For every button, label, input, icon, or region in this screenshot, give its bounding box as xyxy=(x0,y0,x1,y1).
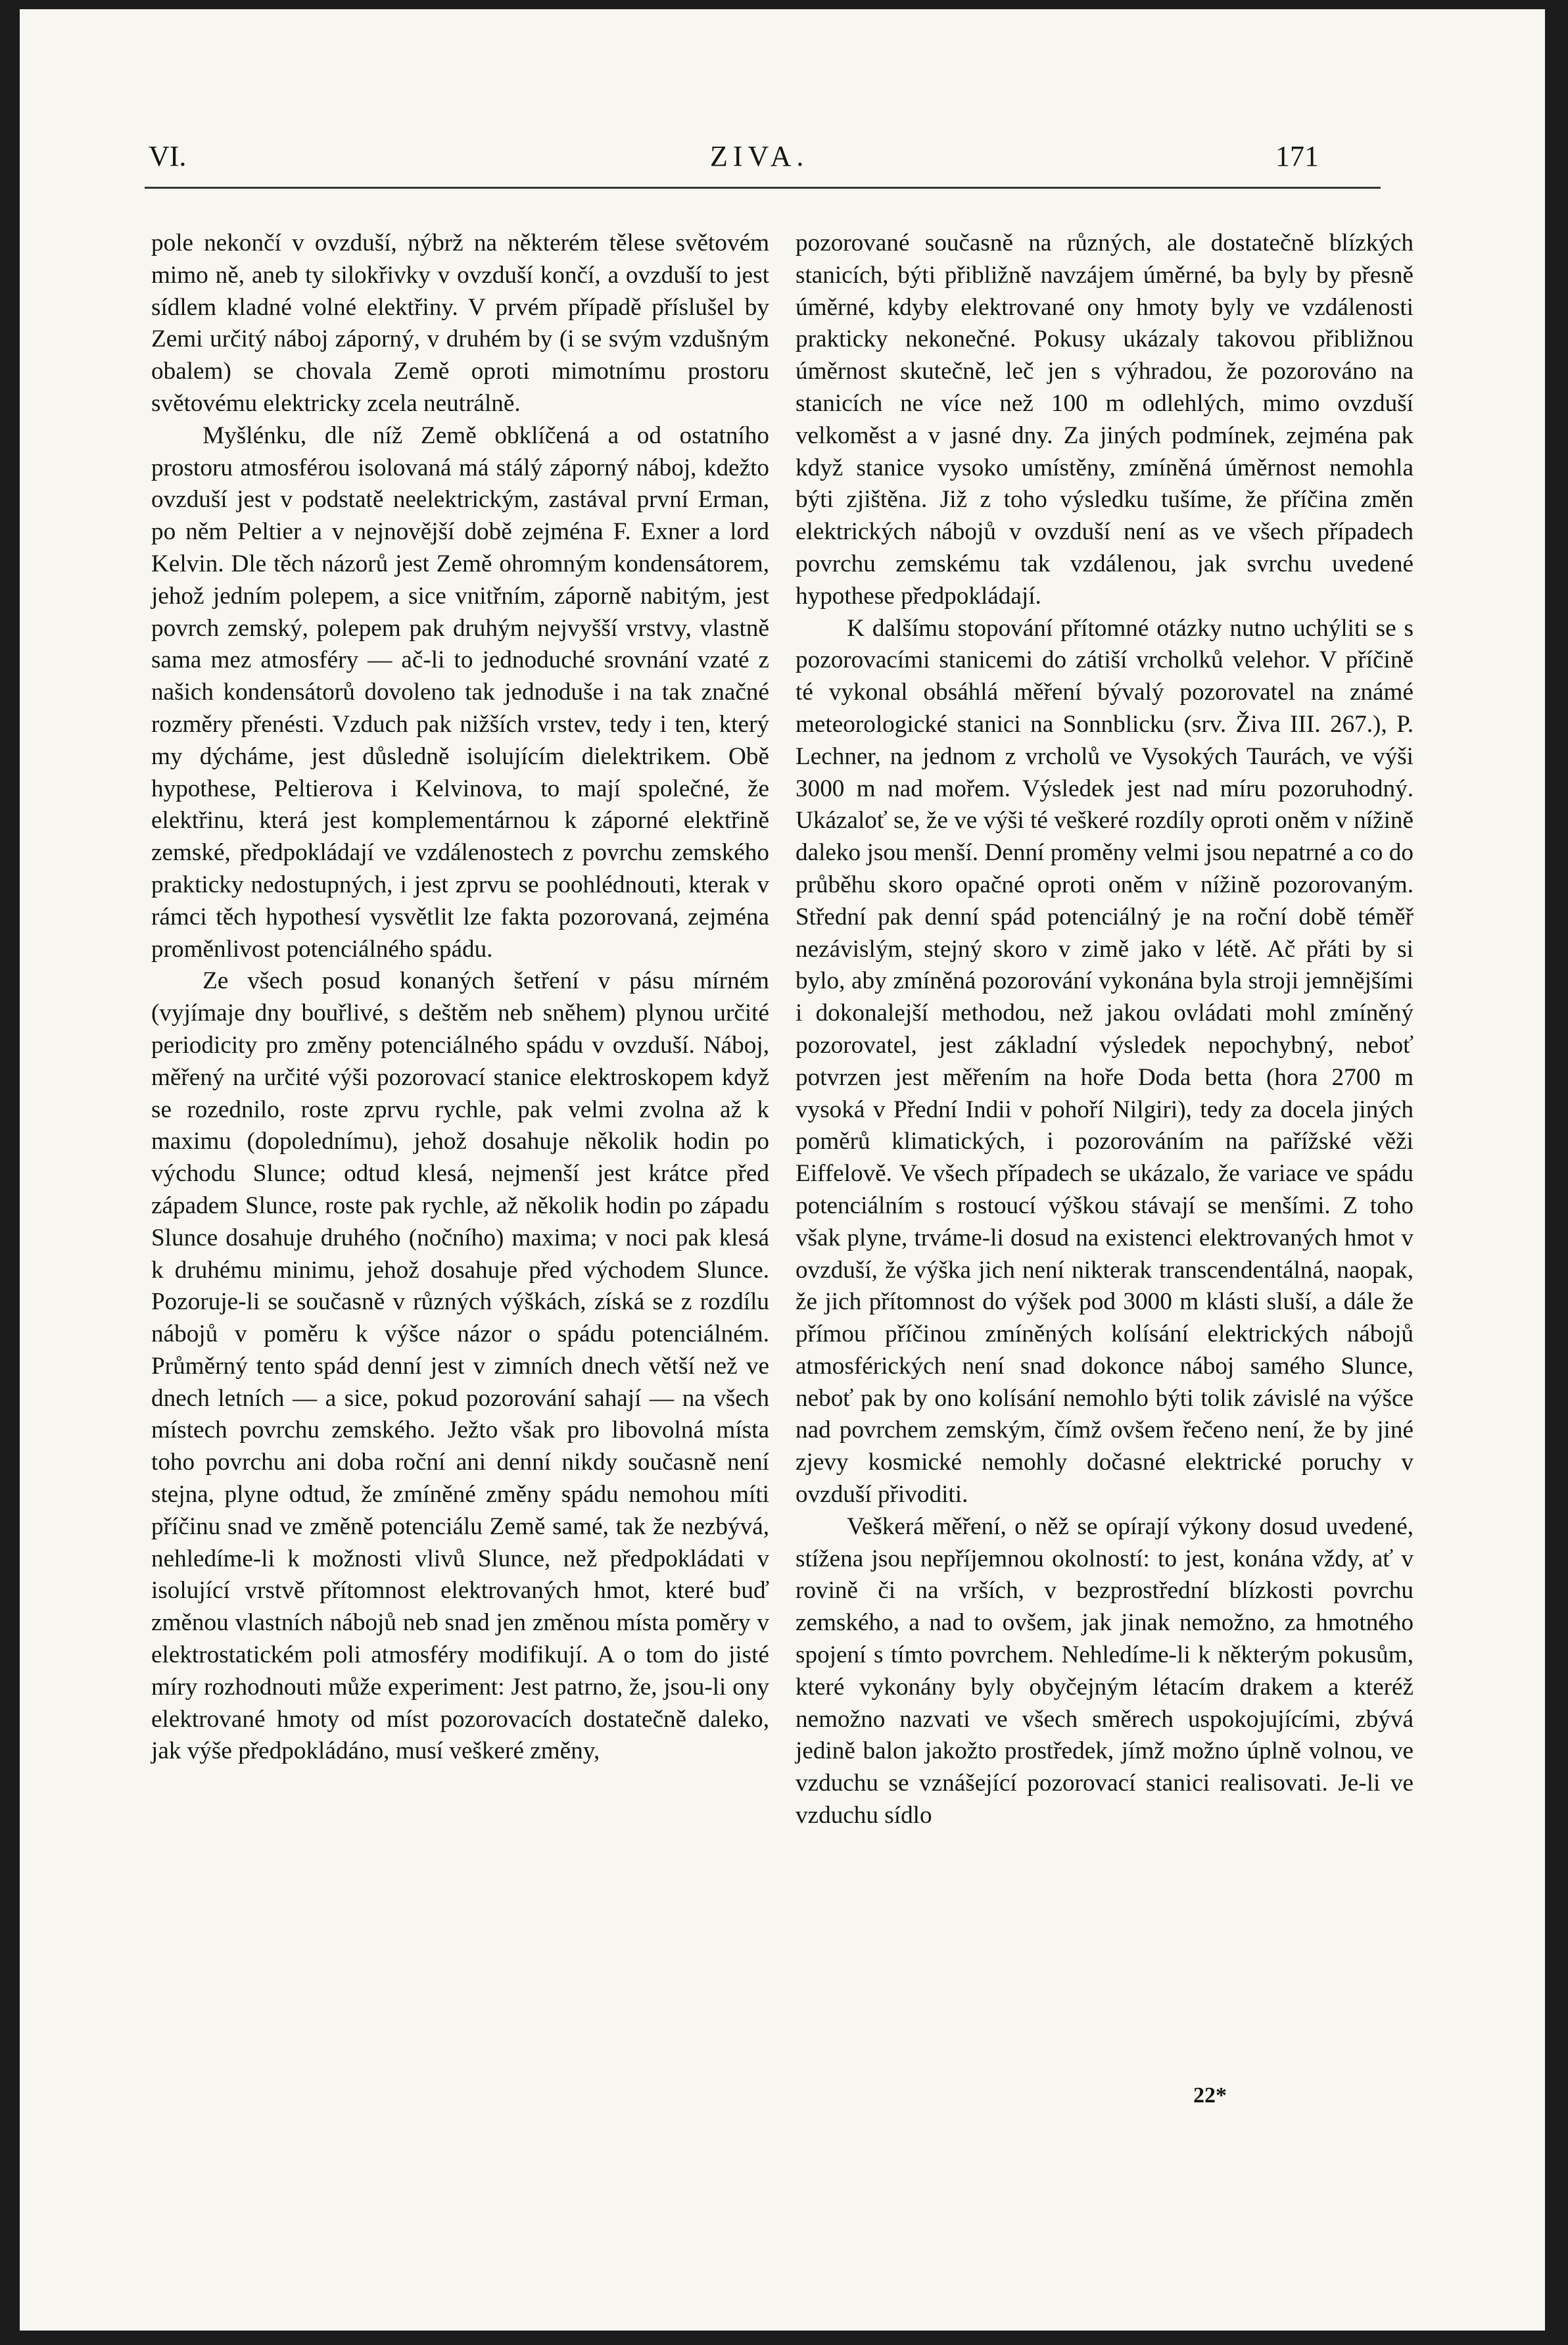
journal-title: ZIVA. xyxy=(710,140,809,172)
paragraph: pozorované současně na různých, ale dostatečně blízkých stanicích, býti přibližně navzájem úměrné, ba byly by přesně úměrné, kdyby elektrované ony hmoty byly ve vzdálenosti prakticky nekonečné. Pokusy ukázaly takovou přibližnou úměrnost skutečně, leč jen s výhradou, že pozorováno na stanicích ne více než 100 m odlehlých, mimo ovzduší velkoměst a v jasné dny. Za jiných podmínek, zejména pak když stanice vysoko umístěny, zmíněná úměrnost nemohla býti zjištěna. Již z toho výsledku tušíme, že příčina změn elektrických nábojů v ovzduší není as ve všech případech povrchu zemskému tak vzdálenou, jak svrchu uvedené hypothese předpokládají. xyxy=(796,230,1414,610)
left-column xyxy=(151,228,769,1768)
signature-mark: 22* xyxy=(1193,2083,1227,2108)
paragraph: Ze všech posud konaných šetření v pásu mírném (vyjímaje dny bouřlivé, s deštěm neb sněhem) plynou určité periodicity pro změny potenciálného spádu v ovzduší. Náboj, měřený na určité výši pozorovací stanice elektroskopem když se rozednilo, roste zprvu rychle, pak velmi zvolna až k maximu (dopolednímu), jehož dosahuje několik hodin po východu Slunce; odtud klesá, nejmenší jest krátce před západem Slunce, roste pak rychle, až několik hodin po západu Slunce dosahuje druhého (nočního) maxima; v noci pak klesá k druhému minimu, jehož dosahuje před východem Slunce. Pozoruje-li se současně v různých výškách, získá se z rozdílu nábojů v poměru k výšce názor o spádu potenciálném. Průměrný tento spád denní jest v zimních dnech větší než ve dnech letních — a sice, pokud pozorování sahají — na všech místech povrchu zemského. Ježto však pro libovolná místa toho povrchu ani doba roční ani denní nikdy současně není stejna, plyne odtud, že zmíněné změny spádu nemohou míti příčinu snad ve změně potenciálu Země samé, tak že nezbývá, nehledíme-li k možnosti vlivů Slunce, než předpokládati v isolující vrstvě přítomnost elektrovaných hmot, které buď změnou vlastních nábojů neb snad jen změnou místa poměry v elektrostatickém poli atmosféry modifikují. A o tom do jisté míry rozhodnouti může experiment: Jest patrno, že, jsou-li ony elektrované hmoty od míst pozorovacích dostatečně daleko, jak výše předpokládáno, musí veškeré změny, xyxy=(151,967,769,1765)
right-column xyxy=(796,228,1414,1832)
paragraph: pole nekončí v ovzduší, nýbrž na některém tělese světovém mimo ně, aneb ty silokřivky v ovzduší končí, a ovzduší to jest sídlem kladné volné elektřiny. V prvém případě příslušel by Zemi určitý náboj záporný, v druhém by (i se svým vzdušným obalem) se chovala Země oproti mimotnímu prostoru světovému elektricky zcela neutrálně. xyxy=(151,230,769,417)
volume-label: VI. xyxy=(149,140,187,172)
paragraph: K dalšímu stopování přítomné otázky nutno uchýliti se s pozorovacími stanicemi do zátiší vrcholků velehor. V příčině té vykonal obsáhlá měření bývalý pozorovatel na známé meteorologické stanici na Sonnblicku (srv. Živa III. 267.), P. Lechner, na jednom z vrcholů ve Vysokých Taurách, ve výši 3000 m nad mořem. Výsledek jest nad míru pozoruhodný. Ukázaloť se, že ve výši té veškeré rozdíly oproti oněm v nížině daleko jsou menší. Denní proměny velmi jsou nepatrné a co do průběhu skoro opačné oproti oněm v nížině pozorovaným. Střední pak denní spád potenciálný je na roční době téměř nezávislým, stejný skoro v zimě jako v létě. Ač přáti by si bylo, aby zmíněná pozorování vykonána byla stroji jemnějšími i dokonalejší methodou, než jakou ovládati mohl zmíněný pozorovatel, jest základní výsledek nepochybný, neboť potvrzen jest měřením na hoře Doda betta (hora 2700 m vysoká v Přední Indii v pohoří Nilgiri), tedy za docela jiných poměrů klimatických, i pozorováním na pařížské věži Eiffelově. Ve všech případech se ukázalo, že variace ve spádu potenciálním s rostoucí výškou stávají se menšími. Z toho však plyne, trváme-li dosud na existenci elektrovaných hmot v ovzduší, že výška jich není nikterak transcendentálná, naopak, že jich přítomnost do výšek pod 3000 m klásti sluší, a dále že přímou příčinou zmíněných kolísání elektrických nábojů atmosférických není snad dokonce náboj samého Slunce, neboť pak by ono kolísání nemohlo býti tolik závislé na výšce nad povrchem zemským, čímž ovšem řečeno není, že by jiné zjevy kosmické nemohly dočasné elektrické poruchy v ovzduší přivoditi. xyxy=(796,614,1414,1509)
journal-page xyxy=(20,9,1545,2331)
header-rule xyxy=(145,187,1381,189)
page-number: 171 xyxy=(1275,140,1319,172)
paragraph: Myšlénku, dle níž Země obklíčená a od ostatního prostoru atmosférou isolovaná má stálý záporný náboj, kdežto ovzduší jest v podstatě neelektrickým, zastával první Erman, po něm Peltier a v nejnovější době zejména F. Exner a lord Kelvin. Dle těch názorů jest Země ohromným kondensátorem, jehož jedním polepem, a sice vnitřním, záporně nabitým, jest povrch zemský, polepem pak druhým nejvyšší vrstvy, vlastně sama mez atmosféry — ač-li to jednoduché srovnání vzaté z našich kondensátorů dovoleno tak jednoduše i na tak značné rozměry přenésti. Vzduch pak nižších vrstev, tedy i ten, který my dýcháme, jest důsledně isolujícím dielektrikem. Obě hypothese, Peltierova i Kelvinova, to mají společné, že elektřinu, která jest komplementárnou k záporné elektřině zemské, předpokládají ve vzdálenostech z povrchu zemského prakticky nedostupných, i jest zprvu se poohlédnouti, kterak v rámci těch hypothesí vysvětlit lze fakta pozorovaná, zejména proměnlivost potenciálného spádu. xyxy=(151,422,769,963)
paragraph: Veškerá měření, o něž se opírají výkony dosud uvedené, stížena jsou nepříjemnou okolností: to jest, konána vždy, ať v rovině či na vrších, v bezprostřední blízkosti povrchu zemského, a nad to ovšem, jak jinak nemožno, za hmotného spojení s tímto povrchem. Nehledíme-li k některým pokusům, které vykonány byly obyčejným létacím drakem a kteréž nemožno nazvati ve všech směrech uspokojujícími, zbývá jedině balon jakožto prostředek, jímž možno úplně volnou, ve vzduchu se vznášející pozorovací stanici realisovati. Je-li ve vzduchu sídlo xyxy=(796,1512,1414,1829)
page-header xyxy=(20,139,1545,181)
